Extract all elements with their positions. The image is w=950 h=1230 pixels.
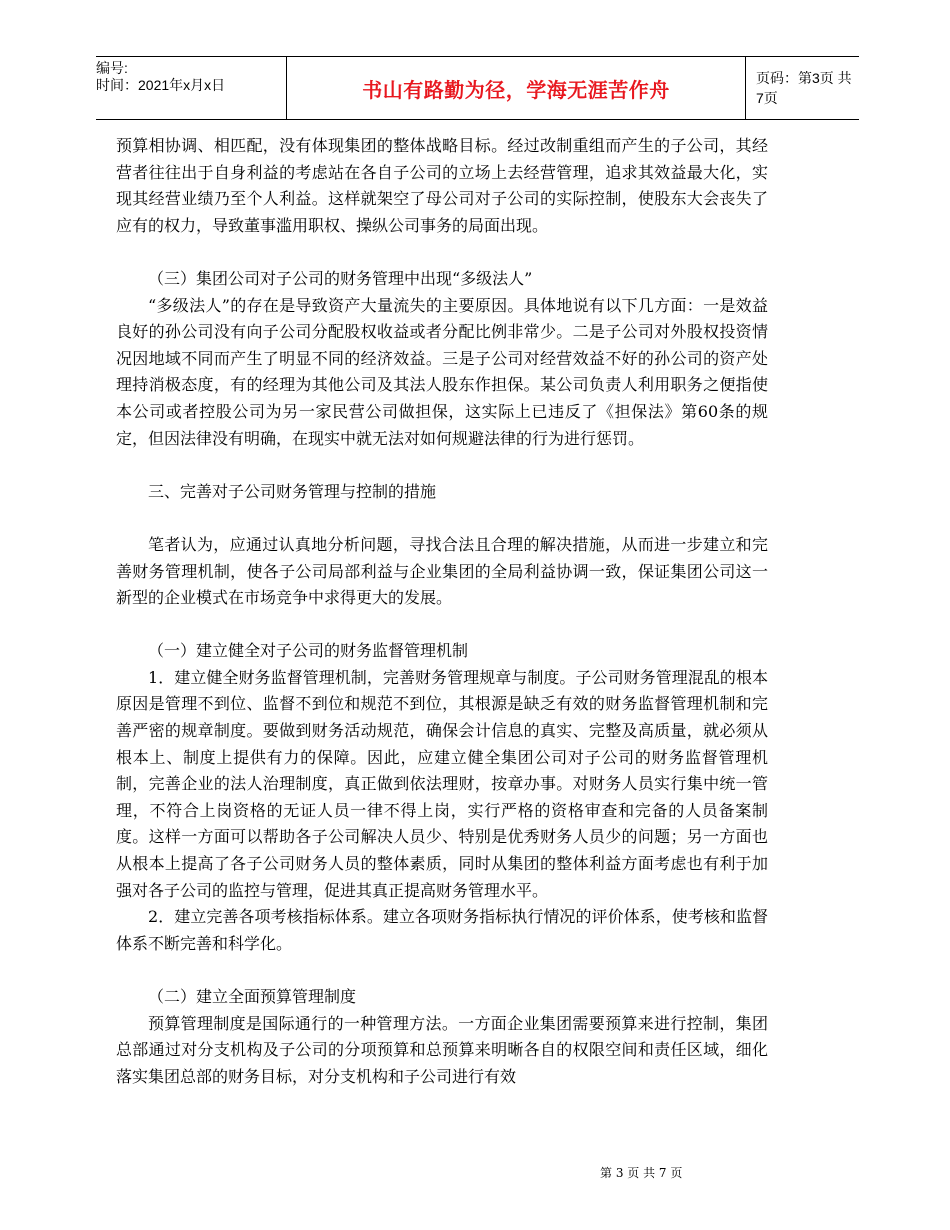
section-heading: 三、完善对子公司财务管理与控制的措施 xyxy=(148,481,437,501)
page-footer-number: 第 3 页 共 7 页 xyxy=(600,1166,683,1180)
paragraph: 笔者认为，应通过认真地分析问题，寻找合法且合理的解决措施，从而进一步建立和完善财务管理机制，使各子公司局部利益与企业集团的全局利益协调一致，保证集团公司这一新型的企业模式在市场竞争中求得更大的发展。 xyxy=(116,534,768,608)
paragraph: “多级法人”的存在是导致资产大量流失的主要原因。具体地说有以下几方面：一是效益良好的孙公司没有向子公司分配股权收益或者分配比例非常少。二是子公司对外股权投资情况因地域不同而产生了明显不同的经济效益。三是子公司对经营效益不好的孙公司的资产处理持消极态度，有的经理为其他公司及其法人股东作担保。某公司负责人利用职务之便指使本公司或者控股公司为另一家民营公司做担保，这实际上已违反了《担保法》第60条的规定，但因法律没有明确，在现实中就无法对如何规避法律的行为进行惩罚。 xyxy=(116,295,768,448)
header-motto-cell xyxy=(286,57,746,119)
header-page-info: 页码：第3页 共7页 xyxy=(756,70,852,106)
section-heading: （一）建立健全对子公司的财务监督管理机制 xyxy=(148,641,469,661)
header-meta xyxy=(96,57,286,119)
header-motto: 书山有路勤为径，学海无涯苦作舟 xyxy=(362,77,670,102)
paragraph: 预算相协调、相匹配，没有体现集团的整体战略目标。经过改制重组而产生的子公司，其经营者往往出于自身利益的考虑站在各自子公司的立场上去经营管理，追求其效益最大化，实现其经营业绩乃至个人利益。这样就架空了母公司对子公司的实际控制，使股东大会丧失了应有的权力，导致董事滥用职权、操纵公司事务的局面出现。 xyxy=(116,136,768,235)
document-number-label: 编号: xyxy=(96,60,128,76)
document-body xyxy=(116,133,768,1090)
document-time-label: 时间：2021年x月x日 xyxy=(96,77,226,93)
paragraph: 1．建立健全财务监督管理机制，完善财务管理规章与制度。子公司财务管理混乱的根本原因是管理不到位、监督不到位和规范不到位，其根源是缺乏有效的财务监督管理机制和完善严密的规章制度。要做到财务活动规范，确保会计信息的真实、完整及高质量，就必须从根本上、制度上提供有力的保障。因此，应建立健全集团公司对子公司的财务监督管理机制，完善企业的法人治理制度，真正做到依法理财，按章办事。对财务人员实行集中统一管理，不符合上岗资格的无证人员一律不得上岗，实行严格的资格审查和完备的人员备案制度。这样一方面可以帮助各子公司解决人员少、特别是优秀财务人员少的问题；另一方面也从根本上提高了各子公司财务人员的整体素质，同时从集团的整体利益方面考虑也有利于加强对各子公司的监控与管理，促进其真正提高财务管理水平。 xyxy=(116,667,768,900)
section-heading: （二）建立全面预算管理制度 xyxy=(148,987,357,1006)
page-header xyxy=(96,56,859,120)
paragraph: 2．建立完善各项考核指标体系。建立各项财务指标执行情况的评价体系，使考核和监督体系不断完善和科学化。 xyxy=(116,907,768,953)
paragraph: 预算管理制度是国际通行的一种管理方法。一方面企业集团需要预算来进行控制，集团总部通过对分支机构及子公司的分项预算和总预算来明晰各自的权限空间和责任区域，细化落实集团总部的财务目标，对分支机构和子公司进行有效 xyxy=(116,1013,768,1086)
section-heading: （三）集团公司对子公司的财务管理中出现“多级法人” xyxy=(148,268,533,288)
